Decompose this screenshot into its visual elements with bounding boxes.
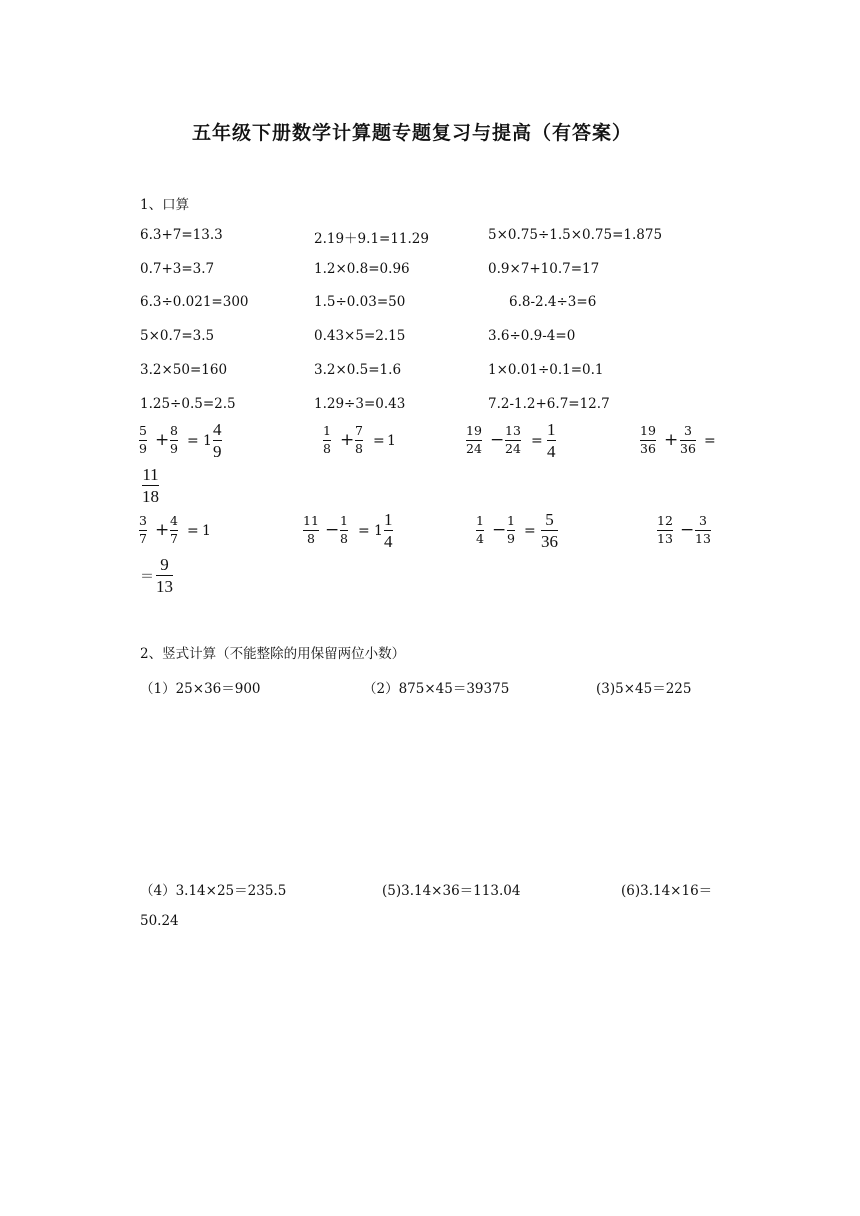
result-fraction xyxy=(156,556,173,595)
denominator: 9 xyxy=(139,440,147,456)
oral-item: 6.3+7=13.3 xyxy=(140,227,223,243)
equals-sign: = xyxy=(373,433,385,449)
equals-sign: = xyxy=(358,523,370,539)
plus-operator: + xyxy=(155,430,170,450)
denominator: 8 xyxy=(340,530,348,546)
oral-item: 3.2×50=160 xyxy=(140,362,228,378)
numerator: 11 xyxy=(142,465,159,484)
fraction xyxy=(466,425,482,455)
oral-item: 1.25÷0.5=2.5 xyxy=(140,396,236,412)
denominator: 13 xyxy=(156,577,173,596)
denominator: 7 xyxy=(139,530,147,546)
fraction xyxy=(695,515,711,545)
fraction xyxy=(170,515,178,545)
oral-item: 6.3÷0.021=300 xyxy=(140,294,249,310)
numerator: 4 xyxy=(170,513,178,528)
numerator: 3 xyxy=(683,423,692,438)
plus-operator: + xyxy=(340,430,355,450)
denominator: 36 xyxy=(640,440,656,456)
result-fraction xyxy=(547,421,556,460)
numerator: 5 xyxy=(139,423,147,438)
oral-item: 0.9×7+10.7=17 xyxy=(488,261,600,277)
result-value: 1 xyxy=(202,523,211,539)
section-heading-oral: 1、口算 xyxy=(140,197,190,213)
result-fraction xyxy=(541,511,558,550)
vertical-problem-6: (6)3.14×16＝ xyxy=(621,883,713,899)
result-fraction xyxy=(142,466,159,505)
numerator: 1 xyxy=(476,513,484,528)
oral-item: 2.19＋9.1=11.29 xyxy=(314,231,429,247)
equals-sign: ＝ xyxy=(140,569,154,585)
numerator: 11 xyxy=(303,513,319,528)
vertical-problem-4: （4）3.14×25＝235.5 xyxy=(140,883,287,899)
denominator: 4 xyxy=(476,530,484,546)
section-heading-vertical: 2、竖式计算（不能整除的用保留两位小数） xyxy=(140,646,406,662)
vertical-problem-2: （2）875×45＝39375 xyxy=(363,681,510,697)
denominator: 18 xyxy=(142,487,159,506)
fraction xyxy=(505,425,521,455)
numerator: 9 xyxy=(160,555,169,574)
denominator: 8 xyxy=(323,440,331,456)
plus-operator: + xyxy=(664,430,679,450)
oral-item: 0.43×5=2.15 xyxy=(314,328,406,344)
oral-item: 5×0.7=3.5 xyxy=(140,328,215,344)
equals-sign: = xyxy=(524,523,536,539)
equals-sign: = xyxy=(187,523,199,539)
numerator: 19 xyxy=(640,423,656,438)
fraction xyxy=(323,425,331,455)
oral-item: 6.8-2.4÷3=6 xyxy=(509,294,597,310)
fraction xyxy=(139,515,147,545)
oral-item: 1.29÷3=0.43 xyxy=(314,396,406,412)
fraction xyxy=(303,515,319,545)
numerator: 1 xyxy=(507,513,515,528)
denominator: 4 xyxy=(384,532,393,551)
oral-item: 0.7+3=3.7 xyxy=(140,261,215,277)
equals-sign: = xyxy=(704,433,716,449)
oral-item: 3.6÷0.9-4=0 xyxy=(488,328,576,344)
numerator: 1 xyxy=(547,420,556,439)
vertical-problem-3: (3)5×45＝225 xyxy=(596,681,692,697)
denominator: 4 xyxy=(547,442,556,461)
numerator: 1 xyxy=(384,510,393,529)
denominator: 13 xyxy=(657,530,673,546)
vertical-problem-5: (5)3.14×36＝113.04 xyxy=(382,883,521,899)
denominator: 7 xyxy=(170,530,178,546)
minus-operator: − xyxy=(680,520,695,540)
result-value: 1 xyxy=(387,433,396,449)
mixed-whole: 1 xyxy=(203,433,212,449)
page-title: 五年级下册数学计算题专题复习与提高（有答案） xyxy=(192,122,633,144)
denominator: 24 xyxy=(505,440,521,456)
minus-operator: − xyxy=(492,520,507,540)
fraction xyxy=(640,425,656,455)
minus-operator: − xyxy=(325,520,340,540)
fraction xyxy=(340,515,348,545)
numerator: 13 xyxy=(505,423,521,438)
denominator: 24 xyxy=(466,440,482,456)
denominator: 9 xyxy=(170,440,178,456)
equals-sign: = xyxy=(187,433,199,449)
denominator: 13 xyxy=(695,530,711,546)
denominator: 36 xyxy=(541,532,558,551)
mixed-whole: 1 xyxy=(374,523,383,539)
fraction xyxy=(680,425,696,455)
denominator: 36 xyxy=(680,440,696,456)
numerator: 3 xyxy=(698,513,707,528)
vertical-problem-6-answer: 50.24 xyxy=(140,913,179,929)
equals-sign: = xyxy=(531,433,543,449)
numerator: 1 xyxy=(323,423,331,438)
oral-item: 3.2×0.5=1.6 xyxy=(314,362,402,378)
fraction xyxy=(657,515,673,545)
fraction xyxy=(507,515,515,545)
numerator: 12 xyxy=(657,513,673,528)
fraction xyxy=(476,515,484,545)
result-fraction xyxy=(213,421,222,460)
oral-item: 5×0.75÷1.5×0.75=1.875 xyxy=(488,227,663,243)
fraction xyxy=(355,425,363,455)
fraction xyxy=(139,425,147,455)
denominator: 9 xyxy=(507,530,515,546)
numerator: 5 xyxy=(545,510,554,529)
denominator: 8 xyxy=(306,530,315,546)
vertical-problem-1: （1）25×36＝900 xyxy=(140,681,261,697)
minus-operator: − xyxy=(490,430,505,450)
result-fraction xyxy=(384,511,393,550)
oral-item: 1.5÷0.03=50 xyxy=(314,294,406,310)
denominator: 8 xyxy=(355,440,363,456)
numerator: 8 xyxy=(170,423,178,438)
numerator: 3 xyxy=(139,513,147,528)
numerator: 1 xyxy=(340,513,348,528)
oral-item: 1.2×0.8=0.96 xyxy=(314,261,410,277)
numerator: 4 xyxy=(213,420,222,439)
plus-operator: + xyxy=(155,520,170,540)
oral-item: 7.2-1.2+6.7=12.7 xyxy=(488,396,610,412)
fraction xyxy=(170,425,178,455)
numerator: 7 xyxy=(355,423,363,438)
denominator: 9 xyxy=(213,442,222,461)
numerator: 19 xyxy=(466,423,482,438)
oral-item: 1×0.01÷0.1=0.1 xyxy=(488,362,604,378)
